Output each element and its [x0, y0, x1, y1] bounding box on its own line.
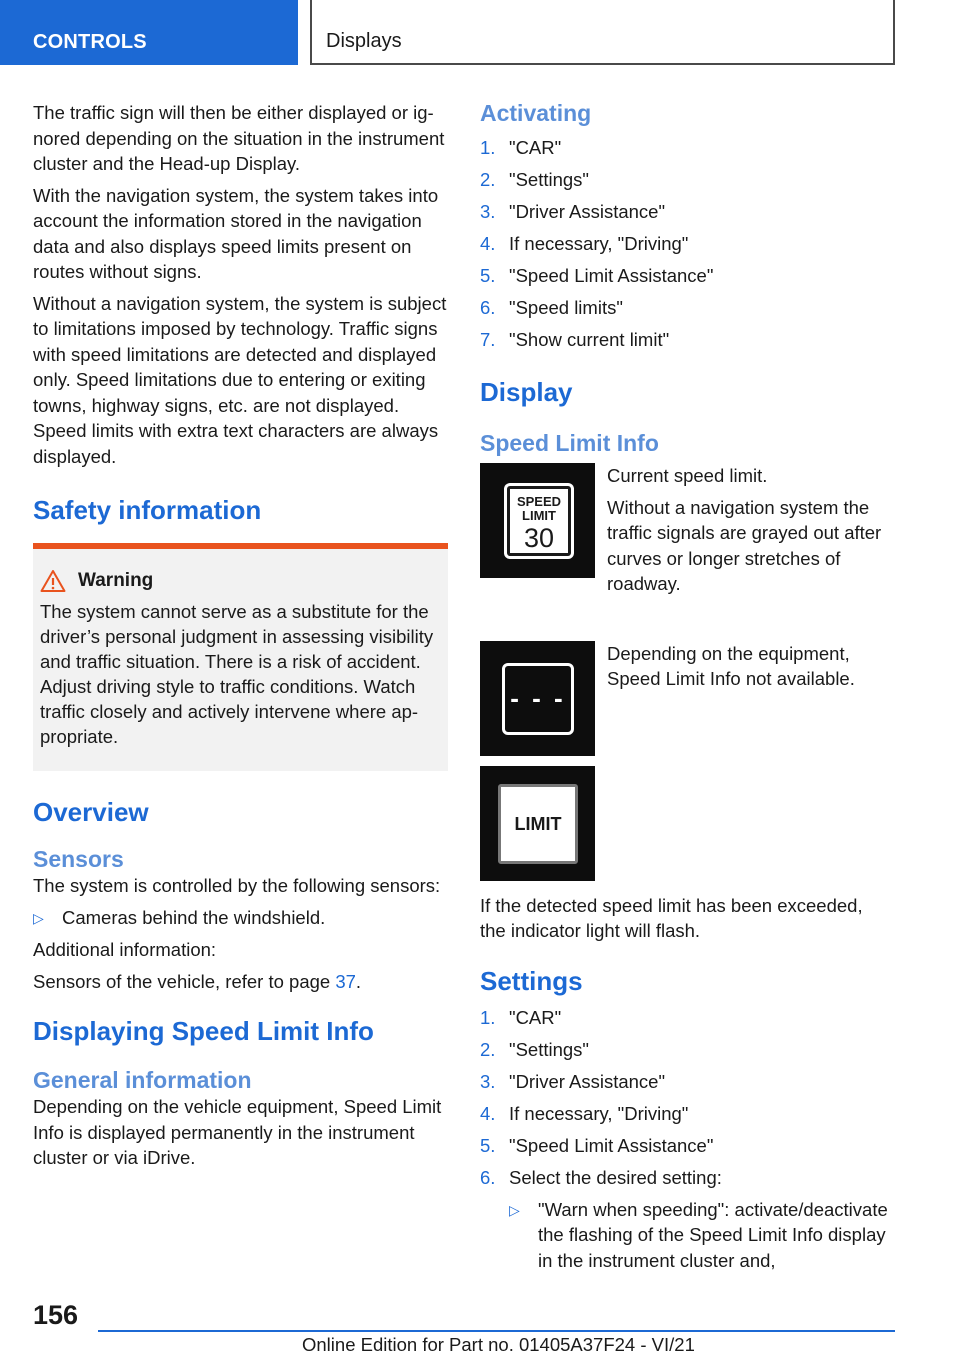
list-item: 5. "Speed Limit Assistance" [480, 265, 714, 286]
additional-info: Additional information: [33, 939, 217, 960]
edition-text: Online Edition for Part no. 01405A37F24 - VI/21 [302, 1334, 695, 1355]
list-item: 5. "Speed Limit Assistance" [480, 1134, 714, 1156]
sli-unavailable-row [480, 641, 892, 756]
warning-text: The system cannot serve as a substitute for the driver’s personal judgment in assessing visibility and traffic situation. There is a risk of accident. Adjust driving style to traffic conditions. Watch traffic closely and actively intervene where appropriate. [40, 601, 434, 747]
page-link[interactable]: 37 [335, 970, 356, 992]
sensors-ref-text: Sensors of the vehicle, refer to page [33, 970, 336, 992]
speed-limit-sign-icon [480, 463, 595, 578]
sign-label: SPEED LIMIT [516, 494, 562, 523]
limit-indicator-icon [480, 766, 595, 881]
list-item: 4. If necessary, "Driving" [480, 233, 689, 254]
list-item: 2. "Settings" [480, 1038, 589, 1060]
left-column [33, 100, 448, 1177]
warning-header [40, 569, 441, 593]
intro-paragraph-3: Without a navigation system, the system is subject to limitations imposed by technology. Traffic signs with speed limitations are detected and displayed only. Speed limitations due to entering or exiting towns, highway signs, etc. are not displayed. Speed limits with extra text characters are always displayed. [33, 292, 447, 467]
display-heading: Display [480, 377, 573, 407]
sensors-heading: Sensors [33, 846, 124, 872]
settings-sub-bullet-text: "Warn when speeding": activate/deactivate the flashing of the Speed Limit Info display in the instrument cluster and, [538, 1198, 888, 1271]
sli-current-text [607, 463, 892, 603]
section-title: CONTROLS [33, 31, 147, 53]
list-item: 4. If necessary, "Driving" [480, 1102, 689, 1124]
list-item: 1. "CAR" [480, 1006, 562, 1028]
intro-paragraph-2: With the navigation system, the system takes into account the information stored in the navigation data and also displays speed limits present on routes without signs. [33, 184, 439, 282]
displaying-heading: Displaying Speed Limit Info [33, 1016, 374, 1046]
sensors-bullet [33, 905, 448, 932]
warning-box [33, 543, 448, 771]
sensors-ref-end: . [355, 970, 362, 992]
bullet-triangle-icon: ▷ [33, 909, 44, 926]
sli-heading: Speed Limit Info [480, 430, 659, 456]
sensors-bullet-text: Cameras behind the windshield. [62, 906, 326, 928]
safety-heading: Safety information [33, 495, 262, 525]
footer-divider [98, 1330, 895, 1332]
without-nav-text: Without a navigation system the traffic signals are grayed out after curves or longer stretches of roadway. [607, 496, 882, 594]
page-number: 156 [33, 1300, 79, 1330]
speed-limit-sign [507, 486, 571, 556]
bullet-triangle-icon: ▷ [509, 1201, 520, 1218]
warning-title: Warning [78, 570, 154, 591]
list-item: 6. "Speed limits" [480, 297, 623, 318]
no-limit-sign-icon [480, 641, 595, 756]
sign-value: 30 [523, 523, 555, 553]
sensors-ref [33, 969, 448, 995]
section-tab [0, 0, 298, 65]
intro-paragraph-1: The traffic sign will then be either displayed or ignored depending on the situation in the instrument cluster and the Head-up Display. [33, 102, 445, 174]
activating-heading: Activating [480, 100, 592, 126]
sensors-text: The system is controlled by the following sensors: [33, 875, 441, 896]
activating-steps [480, 135, 892, 353]
settings-steps [480, 1005, 892, 1191]
list-item: 7. "Show current limit" [480, 329, 670, 350]
general-info-text: Depending on the vehicle equipment, Speed Limit Info is displayed permanently in the instrument cluster or via iDrive. [33, 1096, 442, 1168]
depending-text: Depending on the equipment, Speed Limit Info not available. [607, 642, 855, 689]
list-item: 2. "Settings" [480, 169, 589, 190]
limit-sign: LIMIT [498, 784, 578, 864]
list-item: 1. "CAR" [480, 137, 562, 158]
list-item: 6. Select the desired setting: [480, 1166, 722, 1188]
settings-sub-bullet [480, 1197, 892, 1274]
chapter-tab [310, 0, 895, 65]
warning-triangle-icon [40, 569, 66, 593]
current-limit-text: Current speed limit. [607, 465, 768, 486]
overview-heading: Overview [33, 797, 149, 827]
general-info-heading: General information [33, 1067, 252, 1093]
dash-sign: - - - [502, 663, 574, 735]
list-item: 3. "Driver Assistance" [480, 1070, 666, 1092]
sli-current-row [480, 463, 892, 603]
chapter-title: Displays [326, 30, 402, 52]
list-item: 3. "Driver Assistance" [480, 201, 666, 222]
right-column [480, 100, 892, 1273]
settings-heading: Settings [480, 965, 583, 996]
exceeded-text: If the detected speed limit has been exceeded, the indicator light will flash. [480, 894, 863, 941]
